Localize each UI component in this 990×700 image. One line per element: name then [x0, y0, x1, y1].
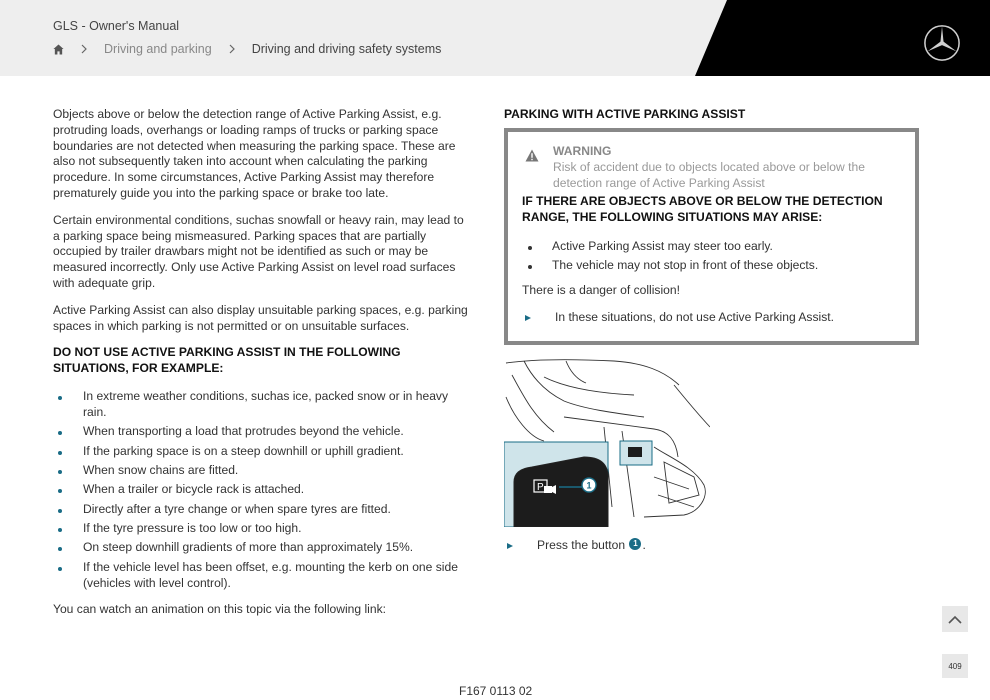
- press-instruction: [504, 538, 646, 554]
- center-console-illustration: [504, 357, 710, 527]
- list-item: When a trailer or bicycle rack is attached.: [53, 482, 468, 498]
- warning-action: [522, 310, 899, 326]
- home-icon[interactable]: [53, 44, 64, 55]
- warning-text-block: [553, 144, 899, 191]
- chevron-right-icon: [80, 44, 88, 54]
- list-item: When snow chains are fitted.: [53, 463, 468, 479]
- warning-triangle-icon: [525, 149, 539, 162]
- list-item: In extreme weather conditions, suchas ice, packed snow or in heavy rain.: [53, 389, 468, 421]
- press-text: Press the button: [537, 538, 626, 552]
- chevron-right-icon: [228, 44, 236, 54]
- breadcrumb-current: Driving and driving safety systems: [251, 42, 442, 56]
- animation-link-text: You can watch an animation on this topic via the following link:: [53, 602, 387, 617]
- list-item: If the parking space is on a steep downhill or uphill gradient.: [53, 444, 468, 460]
- list-item: When transporting a load that protrudes beyond the vehicle.: [53, 424, 468, 440]
- breadcrumb: [53, 42, 441, 56]
- paragraph-unsuitable-spaces: Active Parking Assist can also display unsuitable parking spaces, e.g. parking spaces in which parking is not permitted or on unsuitable surfaces.: [53, 302, 468, 333]
- list-item: The vehicle may not stop in front of these objects.: [522, 258, 899, 274]
- left-column: [53, 107, 468, 629]
- warning-title: WARNING: [553, 144, 612, 158]
- warning-caps-heading: IF THERE ARE OBJECTS ABOVE OR BELOW THE DETECTION RANGE, THE FOLLOWING SITUATIONS MAY ARISE:: [522, 194, 883, 225]
- chevron-up-icon: [948, 615, 962, 624]
- list-item: If the tyre pressure is too low or too high.: [53, 521, 468, 537]
- paragraph-detection-range: Objects above or below the detection range of Active Parking Assist, e.g. protruding loads, overhangs or loading ramps of trucks or parking space boundaries are not detected when measuring the parking space. These are also not subsequently taken into account when calculating the parking procedure. In some circumstances, Active Parking Assist may therefore prematurely guide you into the parking space or brake too late.: [53, 107, 456, 200]
- mercedes-star-logo: [923, 24, 961, 62]
- warning-action-text: In these situations, do not use Active Parking Assist.: [555, 309, 834, 324]
- warning-list: [522, 239, 899, 274]
- button-number-badge: 1: [629, 538, 641, 550]
- warning-header: [522, 144, 899, 191]
- page-number-button[interactable]: 409: [942, 654, 968, 678]
- figure-code: F167 0113 02: [459, 684, 533, 698]
- press-end: .: [642, 538, 646, 552]
- list-item: Directly after a tyre change or when spare tyres are fitted.: [53, 502, 468, 518]
- situations-heading: DO NOT USE ACTIVE PARKING ASSIST IN THE FOLLOWING SITUATIONS, FOR EXAMPLE:: [53, 345, 401, 376]
- warning-box: [504, 128, 919, 345]
- paragraph-environmental-conditions: Certain environmental conditions, suchas snowfall or heavy rain, may lead to a parking space being mismeasured. Parking spaces that are partially occupied by trailer drawbars might not be identified as such or may be measured incorrectly. Only use Active Parking Assist on level road surfaces with adequate grip.: [53, 212, 464, 290]
- warning-risk: Risk of accident due to objects located above or below the detection range of Active Parking Assist: [553, 159, 865, 190]
- callout-number: 1: [586, 480, 592, 491]
- section-heading: PARKING WITH ACTIVE PARKING ASSIST: [504, 107, 746, 121]
- list-item: On steep downhill gradients of more than approximately 15%.: [53, 540, 468, 556]
- warning-danger: There is a danger of collision!: [522, 283, 680, 298]
- situations-list: [53, 389, 468, 592]
- list-item: If the vehicle level has been offset, e.g. mounting the kerb on one side (vehicles with level control).: [53, 560, 468, 592]
- header-bar: [0, 0, 990, 76]
- scroll-to-top-button[interactable]: [942, 606, 968, 632]
- right-column-heading-wrap: [504, 107, 919, 123]
- button-symbol: P: [537, 482, 544, 493]
- manual-title: GLS - Owner's Manual: [53, 19, 180, 33]
- arrow-right-icon: [507, 543, 513, 549]
- list-item: Active Parking Assist may steer too early.: [522, 239, 899, 255]
- breadcrumb-link-driving-and-parking[interactable]: Driving and parking: [104, 42, 212, 56]
- arrow-right-icon: [525, 315, 531, 321]
